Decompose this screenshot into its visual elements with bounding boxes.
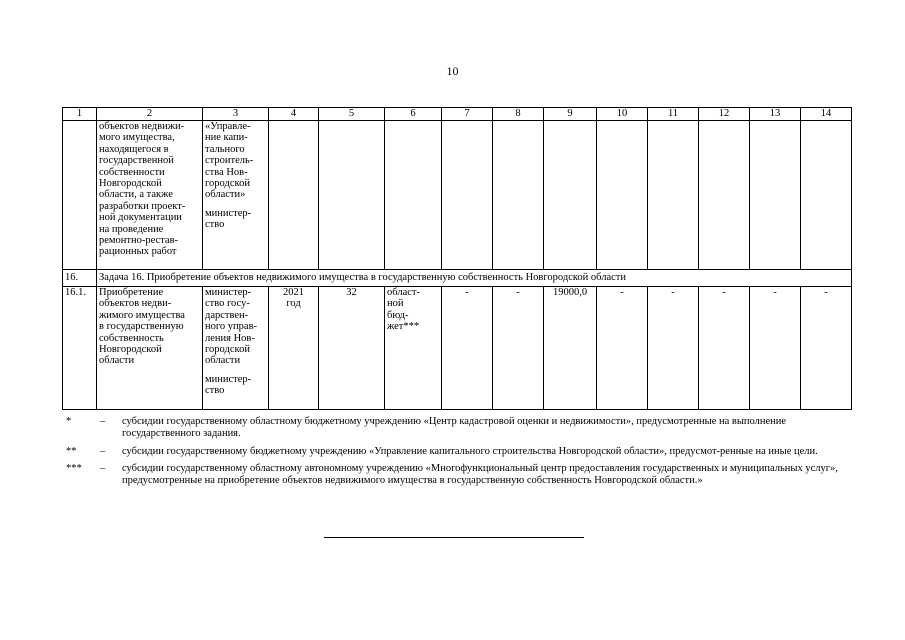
end-separator-line: [324, 537, 584, 538]
header-cell: 3: [203, 108, 269, 121]
executor-cell: [203, 287, 269, 410]
table-cell: [319, 121, 385, 270]
header-cell: 12: [699, 108, 750, 121]
footnote-dash: –: [100, 463, 106, 475]
table-row-continuation: [63, 121, 852, 270]
funding-source-cell: област- ной бюд- жет***: [385, 287, 442, 410]
amount-cell: 19000,0: [544, 287, 597, 410]
table-cell: [750, 121, 801, 270]
header-cell: 4: [269, 108, 319, 121]
footnote: [66, 416, 866, 440]
header-cell: 7: [442, 108, 493, 121]
footnote-dash: –: [100, 445, 106, 457]
indicator-cell: 32: [319, 287, 385, 410]
footnote-mark: ***: [66, 463, 82, 475]
footnote-text: субсидии государственному областному автономному учреждению «Многофункциональный центр предоставления государственных и муниципальных услуг», предусмотренные на приобретение объектов недвижимого имущества в государственную собственность Новгородской области.»: [122, 463, 838, 487]
table-cell: [597, 121, 648, 270]
footnote: [66, 463, 866, 487]
task-number: 16.: [63, 270, 97, 287]
header-cell: 10: [597, 108, 648, 121]
footnotes: [66, 416, 866, 493]
table-cell: [269, 121, 319, 270]
table-cell: [699, 121, 750, 270]
executor-name: министер- ство госу- дарствен- ного управ- ления Нов- городской области: [205, 287, 258, 367]
table-cell: [544, 121, 597, 270]
table-cell: [493, 121, 544, 270]
footnote-text: субсидии государственному бюджетному учреждению «Управление капитального строительства Новгородской области», предусмот-ренные на иные цели.: [122, 445, 818, 457]
task-title: Задача 16. Приобретение объектов недвижимого имущества в государственную собственность Новгородской области: [97, 270, 852, 287]
header-cell: 6: [385, 108, 442, 121]
value-cell: -: [442, 287, 493, 410]
value-cell: -: [750, 287, 801, 410]
header-cell: 11: [648, 108, 699, 121]
header-cell: 13: [750, 108, 801, 121]
table-cell: [385, 121, 442, 270]
value-cell: -: [699, 287, 750, 410]
header-cell: 5: [319, 108, 385, 121]
footnote-mark: *: [66, 416, 72, 427]
header-cell: 8: [493, 108, 544, 121]
footnote-text: субсидии государственному областному бюджетному учреждению «Центр кадастровой оценки и недвижимости», предусмотренные на выполнение государственного задания.: [122, 416, 787, 439]
footnote: [66, 446, 866, 458]
executor-name: министер- ство: [205, 207, 252, 231]
value-cell: -: [801, 287, 852, 410]
header-cell: 14: [801, 108, 852, 121]
value-cell: -: [648, 287, 699, 410]
table-cell: [442, 121, 493, 270]
object-description-cell: объектов недвижи- мого имущества, находящегося в государственной собственности Новгородской области, а также разработки проект- ной документации на проведение ремонтно-рестав- рационных работ: [97, 121, 203, 270]
executor-cell: [203, 121, 269, 270]
table-header-row: [63, 108, 852, 121]
value-cell: -: [493, 287, 544, 410]
footnote-dash: –: [100, 416, 106, 427]
item-number: 16.1.: [63, 287, 97, 410]
year-cell: 2021 год: [269, 287, 319, 410]
table-row-task: [63, 270, 852, 287]
table-cell: [801, 121, 852, 270]
table-cell: [63, 121, 97, 270]
table-cell: [648, 121, 699, 270]
header-cell: 1: [63, 108, 97, 121]
executor-name: «Управле- ние капи- тального строитель- ства Нов- городской области»: [205, 121, 254, 201]
header-cell: 9: [544, 108, 597, 121]
value-cell: -: [597, 287, 648, 410]
footnote-mark: **: [66, 445, 77, 457]
item-name: Приобретение объектов недви- жимого имущества в государственную собственность Новгородской области: [97, 287, 203, 410]
page-number: 10: [446, 64, 459, 78]
table-row-item: [63, 287, 852, 410]
executor-name: министер- ство: [205, 373, 252, 397]
program-table: [62, 107, 852, 410]
header-cell: 2: [97, 108, 203, 121]
